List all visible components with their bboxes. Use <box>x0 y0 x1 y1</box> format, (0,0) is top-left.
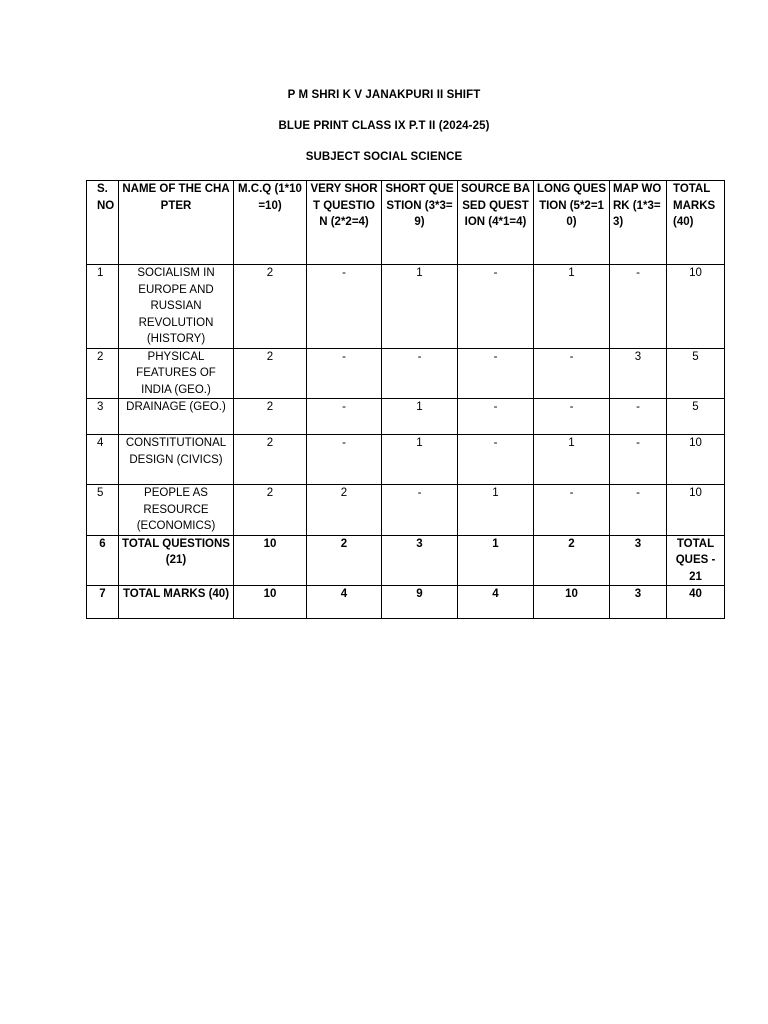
cell-map-work: 3 <box>610 348 667 399</box>
cell-short: 1 <box>382 435 458 485</box>
cell-short: - <box>382 485 458 536</box>
header-mcq: M.C.Q (1*10=10) <box>234 181 307 265</box>
cell-long: - <box>534 399 610 435</box>
cell-total: TOTAL QUES - 21 <box>667 535 725 586</box>
cell-sno: 5 <box>87 485 119 536</box>
cell-short: 1 <box>382 399 458 435</box>
cell-source-based: 4 <box>458 586 534 619</box>
cell-very-short: - <box>307 348 382 399</box>
cell-very-short: - <box>307 435 382 485</box>
cell-very-short: 2 <box>307 535 382 586</box>
school-name-heading: P M SHRI K V JANAKPURI II SHIFT <box>287 89 481 101</box>
cell-chapter: CONSTITUTIONAL DESIGN (CIVICS) <box>119 435 234 485</box>
cell-mcq: 2 <box>234 348 307 399</box>
cell-map-work: 3 <box>610 586 667 619</box>
cell-long: - <box>534 348 610 399</box>
header-chapter: NAME OF THE CHAPTER <box>119 181 234 265</box>
cell-source-based: - <box>458 399 534 435</box>
header-total-marks: TOTAL MARKS (40) <box>667 181 725 265</box>
cell-mcq: 2 <box>234 485 307 536</box>
cell-sno: 2 <box>87 348 119 399</box>
cell-mcq: 2 <box>234 435 307 485</box>
header-map-work: MAP WORK (1*3=3) <box>610 181 667 265</box>
cell-chapter: TOTAL MARKS (40) <box>119 586 234 619</box>
cell-chapter: SOCIALISM IN EUROPE AND RUSSIAN REVOLUTION (HISTORY) <box>119 265 234 349</box>
cell-source-based: - <box>458 265 534 349</box>
cell-mcq: 2 <box>234 399 307 435</box>
table-header-row <box>87 181 725 265</box>
cell-sno: 1 <box>87 265 119 349</box>
table-row <box>87 348 725 399</box>
cell-map-work: - <box>610 485 667 536</box>
cell-very-short: - <box>307 265 382 349</box>
table-row <box>87 485 725 536</box>
cell-sno: 7 <box>87 586 119 619</box>
table-row <box>87 435 725 485</box>
table-row <box>87 265 725 349</box>
cell-source-based: 1 <box>458 535 534 586</box>
cell-total: 40 <box>667 586 725 619</box>
cell-chapter: TOTAL QUESTIONS (21) <box>119 535 234 586</box>
cell-sno: 3 <box>87 399 119 435</box>
cell-total: 10 <box>667 435 725 485</box>
header-sno: S.NO <box>87 181 119 265</box>
header-short: SHORT QUESTION (3*3=9) <box>382 181 458 265</box>
cell-long: 2 <box>534 535 610 586</box>
cell-sno: 4 <box>87 435 119 485</box>
cell-total: 10 <box>667 485 725 536</box>
cell-chapter: PHYSICAL FEATURES OF INDIA (GEO.) <box>119 348 234 399</box>
cell-chapter: PEOPLE AS RESOURCE (ECONOMICS) <box>119 485 234 536</box>
cell-map-work: - <box>610 399 667 435</box>
cell-map-work: - <box>610 265 667 349</box>
cell-source-based: - <box>458 435 534 485</box>
cell-long: 1 <box>534 265 610 349</box>
cell-map-work: 3 <box>610 535 667 586</box>
blueprint-title-heading: BLUE PRINT CLASS IX P.T II (2024-25) <box>278 120 490 132</box>
blueprint-table <box>86 180 725 619</box>
cell-short: 3 <box>382 535 458 586</box>
cell-short: - <box>382 348 458 399</box>
cell-source-based: - <box>458 348 534 399</box>
cell-total: 10 <box>667 265 725 349</box>
cell-total: 5 <box>667 348 725 399</box>
header-source-based: SOURCE BASED QUESTION (4*1=4) <box>458 181 534 265</box>
cell-long: 10 <box>534 586 610 619</box>
header-very-short: VERY SHORT QUESTION (2*2=4) <box>307 181 382 265</box>
cell-long: - <box>534 485 610 536</box>
cell-very-short: 4 <box>307 586 382 619</box>
header-long: LONG QUESTION (5*2=10) <box>534 181 610 265</box>
cell-total: 5 <box>667 399 725 435</box>
cell-sno: 6 <box>87 535 119 586</box>
cell-mcq: 10 <box>234 586 307 619</box>
table-row <box>87 399 725 435</box>
cell-source-based: 1 <box>458 485 534 536</box>
cell-mcq: 2 <box>234 265 307 349</box>
cell-chapter: DRAINAGE (GEO.) <box>119 399 234 435</box>
cell-long: 1 <box>534 435 610 485</box>
cell-short: 1 <box>382 265 458 349</box>
cell-very-short: 2 <box>307 485 382 536</box>
cell-map-work: - <box>610 435 667 485</box>
total-marks-row <box>87 586 725 619</box>
cell-short: 9 <box>382 586 458 619</box>
subject-heading: SUBJECT SOCIAL SCIENCE <box>305 151 463 163</box>
cell-very-short: - <box>307 399 382 435</box>
cell-mcq: 10 <box>234 535 307 586</box>
total-questions-row <box>87 535 725 586</box>
